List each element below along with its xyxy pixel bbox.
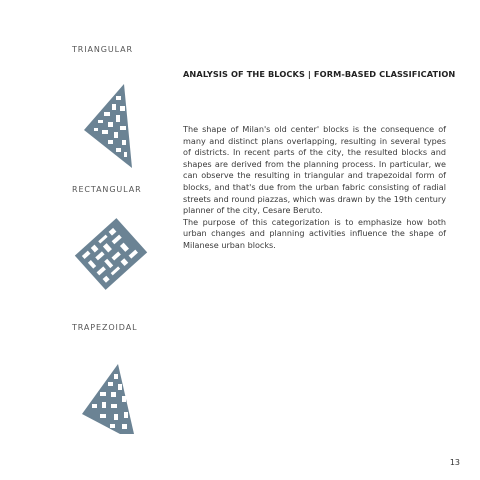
trapezoidal-block-figure xyxy=(78,362,140,436)
triangular-block-figure xyxy=(80,82,136,172)
section-heading: ANALYSIS OF THE BLOCKS | FORM-BASED CLASSIFICATION xyxy=(183,69,456,79)
rectangular-block-figure xyxy=(68,218,154,290)
paragraph-2: The purpose of this categorization is to emphasize how both urban changes and planning activities influence the shape of Milanese urban blocks. xyxy=(183,216,446,250)
category-label-triangular: TRIANGULAR xyxy=(72,45,133,54)
category-label-rectangular: RECTANGULAR xyxy=(72,185,142,194)
paragraph-1: The shape of Milan's old center' blocks is the consequence of many and distinct plans overlapping, resulting in several types of districts. In recent parts of the city, the resulted blocks and shapes are derived from the planning process. In particular, we can observe the resulting in triangular and trapezoidal form of blocks, and that's due from the urban fabric consisting of radial streets and round piazzas, which was drawn by the 19th century planner of the city, Cesare Beruto. xyxy=(183,124,446,216)
block-shape xyxy=(82,364,134,434)
page-number: 13 xyxy=(449,458,460,467)
body-text xyxy=(183,124,446,252)
category-label-trapezoidal: TRAPEZOIDAL xyxy=(72,323,138,332)
